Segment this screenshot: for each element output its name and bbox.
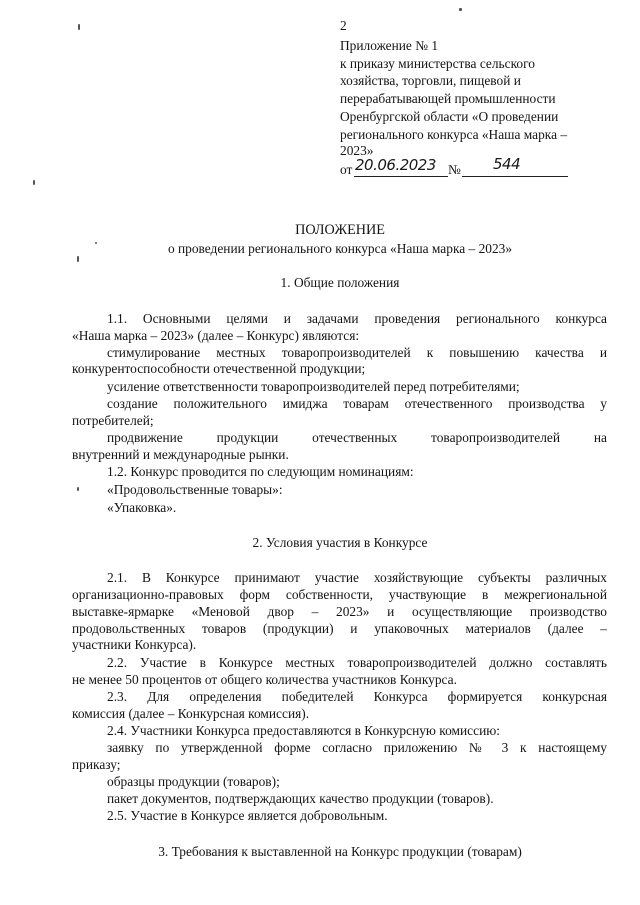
appendix-line: хозяйства, торговли, пищевой и <box>340 73 521 88</box>
paragraph-line: образцы продукции (товаров); <box>107 774 280 789</box>
appendix-line: перерабатывающей промышленности <box>340 91 556 106</box>
paragraph-line: «Упаковка». <box>107 500 177 515</box>
scan-speck <box>77 256 79 262</box>
paragraph-line: комиссия (далее – Конкурсная комиссия). <box>72 706 310 721</box>
date-prefix: от <box>340 162 353 177</box>
scan-speck <box>33 180 35 185</box>
appendix-line: 2023» <box>340 143 374 158</box>
paragraph-line: потребителей; <box>72 413 154 428</box>
paragraph-line: продвижение продукции отечественных товаропроизводителей на <box>107 430 607 445</box>
paragraph-line: 1.2. Конкурс проводится по следующим номинациям: <box>107 464 414 479</box>
paragraph-line: продовольственных товаров (продукции) и упаковочных материалов (далее – <box>72 621 607 636</box>
paragraph-line: приказу; <box>72 757 121 772</box>
appendix-line: Оренбургской области «О проведении <box>340 109 559 124</box>
paragraph-line: участники Конкурса). <box>72 637 197 652</box>
appendix-title: Приложение № 1 <box>340 38 439 53</box>
paragraph-line: 2.5. Участие в Конкурсе является добровольным. <box>107 808 388 823</box>
handwritten-date: 20.06.2023 <box>355 156 436 174</box>
section-3-title: 3. Требования к выставленной на Конкурс продукции (товарам) <box>158 844 522 859</box>
paragraph-line: выставке-ярмарке «Меновой двор – 2023» и осуществляющие производство <box>72 604 607 619</box>
document-title: ПОЛОЖЕНИЕ <box>295 222 385 238</box>
scan-speck <box>77 487 79 491</box>
paragraph-line: «Продовольственные товары»: <box>107 482 283 497</box>
document-subtitle: о проведении регионального конкурса «Наша марка – 2023» <box>167 241 513 256</box>
paragraph-line: конкурентоспособности отечественной продукции; <box>72 361 366 376</box>
scan-speck <box>78 24 80 30</box>
paragraph-line: 2.2. Участие в Конкурсе местных товаропроизводителей должно составлять <box>107 655 607 670</box>
paragraph-line: внутренний и международные рынки. <box>72 447 289 462</box>
number-sign: № <box>448 162 461 177</box>
number-underline <box>462 176 568 177</box>
paragraph-line: не менее 50 процентов от общего количества участников Конкурса. <box>72 672 457 687</box>
date-underline <box>354 176 448 177</box>
paragraph-line: стимулирование местных товаропроизводителей к повышению качества и <box>107 345 607 360</box>
paragraph-line: 2.1. В Конкурсе принимают участие хозяйствующие субъекты различных <box>107 570 607 585</box>
paragraph-line: пакет документов, подтверждающих качество продукции (товаров). <box>107 791 494 806</box>
section-2-title: 2. Условия участия в Конкурсе <box>252 535 428 550</box>
paragraph-line: 2.4. Участники Конкурса предоставляются в Конкурсную комиссию: <box>107 723 500 738</box>
paragraph-line: усиление ответственности товаропроизводителей перед потребителями; <box>107 379 520 394</box>
paragraph-line: заявку по утвержденной форме согласно приложению № 3 к настоящему <box>107 740 607 755</box>
scan-speck <box>459 8 462 11</box>
paragraph-line: 2.3. Для определения победителей Конкурса формируется конкурсная <box>107 689 607 704</box>
paragraph-line: 1.1. Основными целями и задачами проведения регионального конкурса <box>107 311 607 326</box>
appendix-line: регионального конкурса «Наша марка – <box>340 127 568 142</box>
appendix-line: к приказу министерства сельского <box>340 56 535 71</box>
paragraph-line: создание положительного имиджа товарам отечественного производства у <box>107 396 607 411</box>
handwritten-number: 544 <box>493 155 521 173</box>
paragraph-line: организационно-правовых форм собственности, участвующие в межрегиональной <box>72 587 607 602</box>
paragraph-line: «Наша марка – 2023» (далее – Конкурс) являются: <box>72 328 360 343</box>
page-number: 2 <box>340 18 347 33</box>
scan-speck <box>95 242 97 244</box>
section-1-title: 1. Общие положения <box>280 275 400 290</box>
